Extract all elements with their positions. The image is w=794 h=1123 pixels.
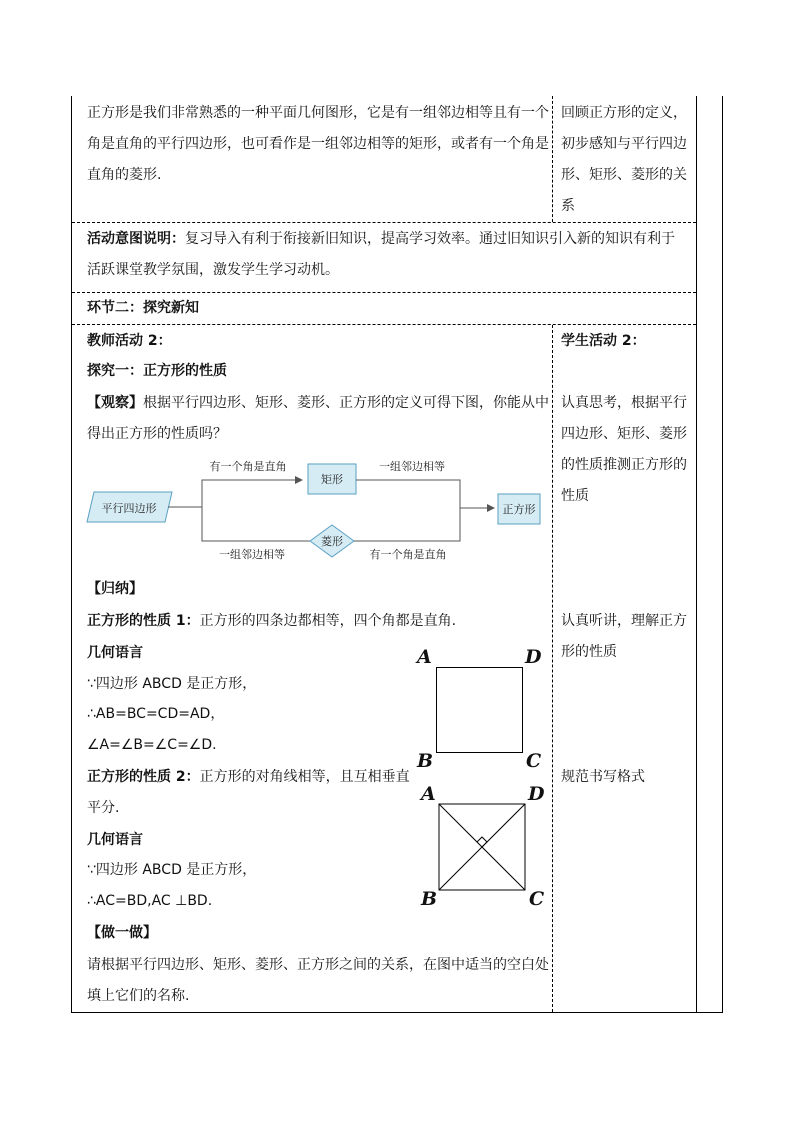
proof-2-line-1: ∵四边形 ABCD 是正方形， bbox=[87, 862, 257, 878]
proof-1-line-3: ∠A=∠B=∠C=∠D. bbox=[87, 737, 217, 753]
teacher-activity-title: 教师活动 2： bbox=[87, 333, 172, 349]
intent-label: 活动意图说明： bbox=[87, 231, 185, 247]
table-right-border bbox=[696, 96, 697, 1012]
outer-right-border bbox=[722, 96, 723, 1012]
bottom-right-label: 有一个角是直角 bbox=[369, 548, 447, 561]
figure-1-vertex-b: B bbox=[417, 750, 434, 772]
column-divider-top bbox=[552, 96, 553, 222]
row-divider-3 bbox=[72, 324, 696, 325]
student-note-1-line-1: 认真思考，根据平行 bbox=[561, 395, 687, 411]
connector-bottom-branch bbox=[202, 507, 310, 541]
observe-text: 根据平行四边形、矩形、菱形、正方形的定义可得下图，你能从中 bbox=[143, 395, 549, 411]
property-1-label: 正方形的性质 1： bbox=[87, 613, 200, 629]
column-divider-bottom bbox=[552, 325, 553, 1012]
figure-2-vertex-a: A bbox=[421, 783, 436, 805]
property-2 bbox=[87, 762, 410, 793]
observe-line-1 bbox=[87, 388, 549, 419]
proof-1-line-2: ∴AB=BC=CD=AD， bbox=[87, 706, 225, 722]
observe-line-2: 得出正方形的性质吗？ bbox=[87, 426, 227, 442]
try-label: 【做一做】 bbox=[87, 925, 157, 941]
student-note-2-line-2: 形的性质 bbox=[561, 644, 617, 660]
table-left-border bbox=[71, 96, 72, 1012]
property-2-continued: 平分. bbox=[87, 800, 120, 816]
intro-line-2: 角是直角的平行四边形，也可看作是一组邻边相等的矩形，或者有一个角是 bbox=[87, 136, 549, 152]
section-title: 环节二：探究新知 bbox=[87, 300, 199, 316]
rhombus-label: 菱形 bbox=[321, 535, 343, 548]
intro-line-1: 正方形是我们非常熟悉的一种平面几何图形，它是有一组邻边相等且有一个 bbox=[87, 105, 549, 121]
student-note-3: 规范书写格式 bbox=[561, 769, 645, 785]
side-note-1-line-4: 系 bbox=[561, 198, 575, 214]
student-note-1-line-2: 四边形、矩形、菱形 bbox=[561, 426, 687, 442]
figure-2-vertex-c: C bbox=[529, 888, 545, 910]
property-2-label: 正方形的性质 2： bbox=[87, 769, 200, 785]
connector-rect-to-square bbox=[356, 480, 460, 508]
proof-2-line-2: ∴AC=BD,AC ⊥BD. bbox=[87, 893, 213, 909]
side-note-1-line-1: 回顾正方形的定义， bbox=[561, 105, 687, 121]
geometry-language-1: 几何语言 bbox=[87, 645, 143, 661]
student-note-2-line-1: 认真听讲，理解正方 bbox=[561, 613, 687, 629]
figure-2-vertex-b: B bbox=[421, 888, 438, 910]
square-label: 正方形 bbox=[502, 503, 536, 516]
student-note-1-line-4: 性质 bbox=[561, 488, 589, 504]
connector-top-branch bbox=[202, 480, 302, 507]
square-figure-2 bbox=[436, 801, 528, 893]
student-activity-title: 学生活动 2： bbox=[561, 333, 646, 349]
row-divider-1 bbox=[72, 222, 696, 223]
intent-text: 复习导入有利于衔接新旧知识，提高学习效率。通过旧知识引入新的知识有利于 bbox=[185, 231, 675, 247]
intro-line-3: 直角的菱形. bbox=[87, 167, 162, 183]
figure-1-vertex-d: D bbox=[525, 646, 542, 668]
rectangle-label: 矩形 bbox=[321, 473, 343, 486]
geometry-language-2: 几何语言 bbox=[87, 832, 143, 848]
intent-line-1 bbox=[87, 224, 675, 255]
side-note-1-line-2: 初步感知与平行四边 bbox=[561, 136, 687, 152]
property-1 bbox=[87, 606, 456, 637]
student-note-1-line-3: 的性质推测正方形的 bbox=[561, 457, 687, 473]
try-line-2: 填上它们的名称. bbox=[87, 988, 190, 1004]
figure-1-vertex-c: C bbox=[526, 750, 542, 772]
figure-1-vertex-a: A bbox=[417, 646, 432, 668]
quadrilateral-flowchart bbox=[86, 452, 546, 572]
property-2-text: 正方形的对角线相等，且互相垂直 bbox=[199, 769, 410, 785]
property-1-text: 正方形的四条边都相等，四个角都是直角. bbox=[199, 613, 457, 629]
explore-title: 探究一：正方形的性质 bbox=[87, 363, 227, 379]
proof-1-line-1: ∵四边形 ABCD 是正方形， bbox=[87, 676, 257, 692]
parallelogram-label: 平行四边形 bbox=[101, 502, 157, 515]
intent-line-2: 活跃课堂教学氛围，激发学生学习动机。 bbox=[87, 262, 339, 278]
table-bottom-border bbox=[71, 1012, 723, 1013]
square-figure-1 bbox=[436, 667, 523, 753]
connector-rhombus-to-square bbox=[354, 508, 460, 541]
figure-2-vertex-d: D bbox=[528, 783, 545, 805]
summary-label: 【归纳】 bbox=[87, 581, 143, 597]
bottom-left-label: 一组邻边相等 bbox=[219, 548, 285, 561]
observe-label: 【观察】 bbox=[87, 395, 143, 411]
top-right-label: 一组邻边相等 bbox=[379, 460, 445, 473]
side-note-1-line-3: 形、矩形、菱形的关 bbox=[561, 167, 687, 183]
top-branch-label: 有一个角是直角 bbox=[209, 460, 287, 473]
try-line-1: 请根据平行四边形、矩形、菱形、正方形之间的关系，在图中适当的空白处 bbox=[87, 957, 549, 973]
right-angle-mark bbox=[477, 837, 487, 847]
